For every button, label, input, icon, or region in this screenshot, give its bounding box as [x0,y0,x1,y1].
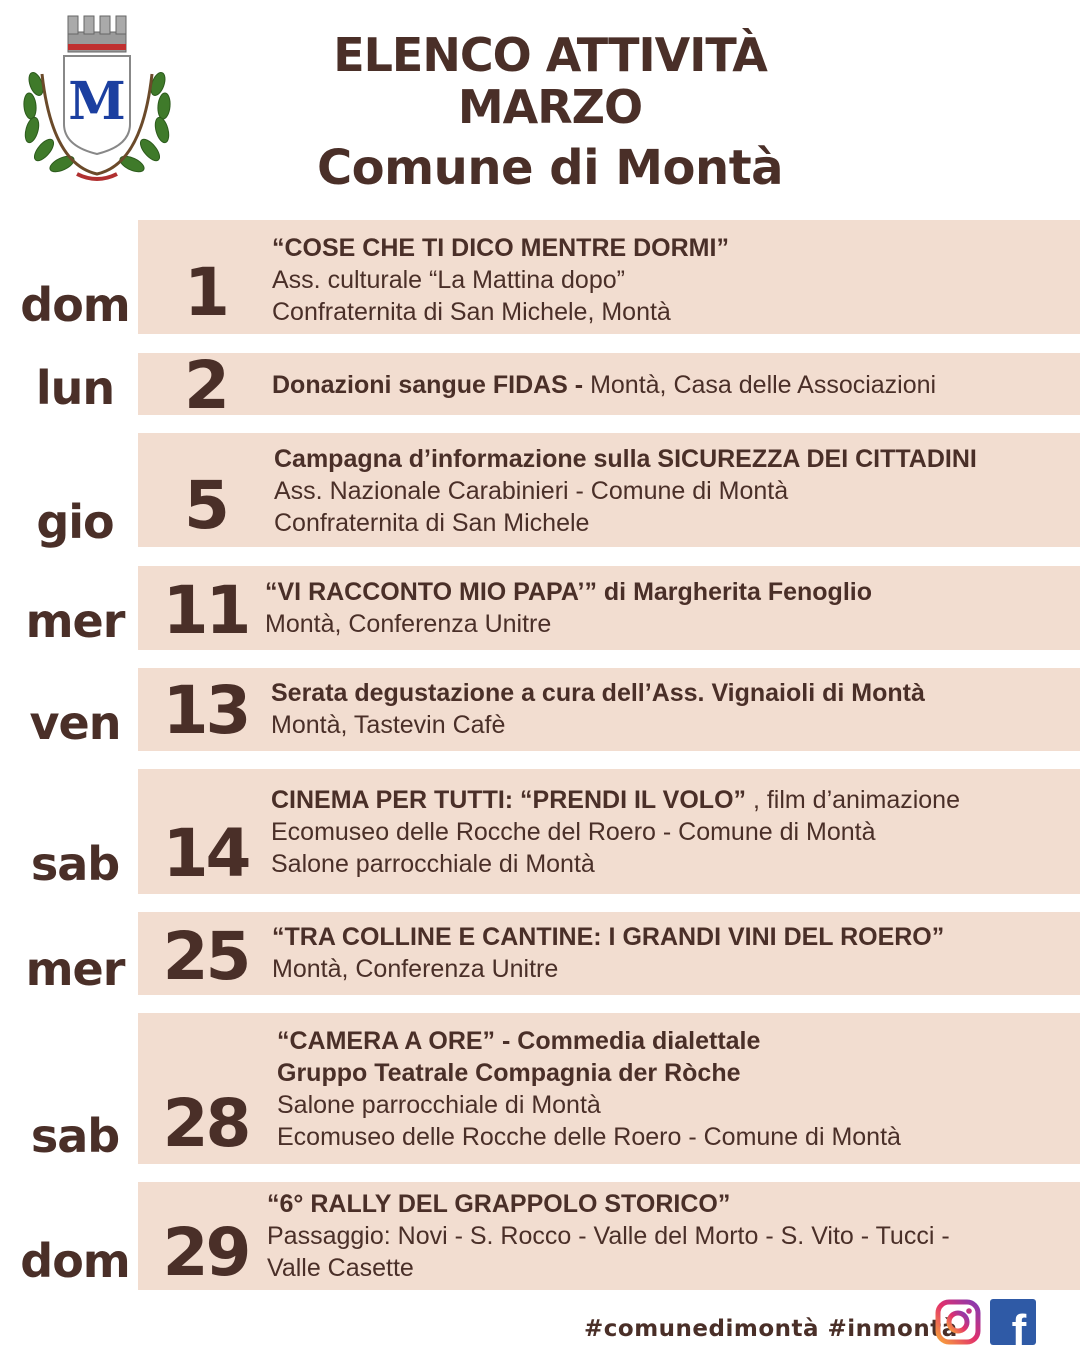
title-line-1: ELENCO ATTIVITÀ [333,28,767,82]
event-weekday: dom [20,1234,130,1288]
event-line: Ecomuseo delle Rocche delle Roero - Comune di Montà [277,1123,901,1151]
event-title-suffix: , film d’animazione [746,786,960,814]
event-text [271,677,925,741]
title-line-2: MARZO [457,80,643,134]
comune-crest-logo [22,14,172,189]
crest-letter: M [68,71,126,132]
event-title: Serata degustazione a cura dell’Ass. Vignaioli di Montà [271,679,925,707]
event-text [277,1025,901,1153]
event-weekday: sab [30,1109,120,1163]
crown [68,16,126,52]
facebook-icon[interactable] [990,1299,1036,1345]
event-date: 25 [162,918,249,995]
instagram-icon[interactable] [935,1299,981,1345]
event-title: Campagna d’informazione sulla SICUREZZA DEI CITTADINI [274,445,977,473]
event-weekday: dom [20,278,130,332]
event-line: Montà, Tastevin Cafè [271,711,506,739]
event-date: 28 [162,1085,249,1162]
event-text [265,576,872,640]
event-weekday: mer [25,942,125,996]
facebook-letter: f [1011,1306,1027,1345]
event-date: 11 [162,572,249,649]
event-title: “CAMERA A ORE” - Commedia dialettale [277,1027,761,1055]
event-title-suffix: Montà, Casa delle Associazioni [590,371,937,399]
event-title: “VI RACCONTO MIO PAPA’” di Margherita Fenoglio [265,578,872,606]
event-text [267,1188,950,1284]
event-title: “COSE CHE TI DICO MENTRE DORMI” [272,234,729,262]
event-date: 1 [184,254,227,331]
event-date: 29 [162,1214,249,1291]
event-row [0,433,1080,547]
event-text [271,784,960,880]
event-date: 5 [184,467,227,544]
event-text [272,369,936,401]
event-weekday: sab [30,837,120,891]
event-text [272,232,729,328]
event-line: Confraternita di San Michele [274,509,590,537]
event-title: “6° RALLY DEL GRAPPOLO STORICO” [267,1190,731,1218]
event-title: “TRA COLLINE E CANTINE: I GRANDI VINI DEL ROERO” [272,923,945,951]
event-row [0,769,1080,894]
event-row [0,347,1080,424]
event-row [0,1182,1080,1290]
event-line: Montà, Conferenza Unitre [272,955,559,983]
event-text [274,443,977,539]
event-title: Donazioni sangue FIDAS - [272,371,591,399]
hashtags: #comunedimontà #inmontà [584,1316,958,1342]
event-line: Ecomuseo delle Rocche del Roero - Comune di Montà [271,818,876,846]
event-line: Montà, Conferenza Unitre [265,610,552,638]
event-date: 2 [184,347,227,424]
event-date: 14 [162,815,249,892]
event-line: Passaggio: Novi - S. Rocco - Valle del Morto - S. Vito - Tucci - [267,1222,950,1250]
title-line-3: Comune di Montà [316,140,784,196]
event-weekday: ven [29,696,121,750]
event-title-2: Gruppo Teatrale Compagnia der Ròche [277,1059,741,1087]
event-title: CINEMA PER TUTTI: “PRENDI IL VOLO” [271,786,747,814]
event-row [0,668,1080,751]
event-line: Salone parrocchiale di Montà [271,850,595,878]
event-line: Ass. culturale “La Mattina dopo” [272,266,625,294]
event-line: Confraternita di San Michele, Montà [272,298,671,326]
event-row [0,220,1080,334]
event-line: Valle Casette [267,1254,414,1282]
event-line: Salone parrocchiale di Montà [277,1091,601,1119]
event-row [0,566,1080,650]
event-row [0,1013,1080,1164]
event-text [272,921,944,985]
event-line: Ass. Nazionale Carabinieri - Comune di Montà [274,477,789,505]
event-row [0,912,1080,995]
event-weekday: gio [36,495,114,549]
event-date: 13 [162,672,249,749]
event-weekday: mer [25,594,125,648]
event-weekday: lun [35,361,115,415]
